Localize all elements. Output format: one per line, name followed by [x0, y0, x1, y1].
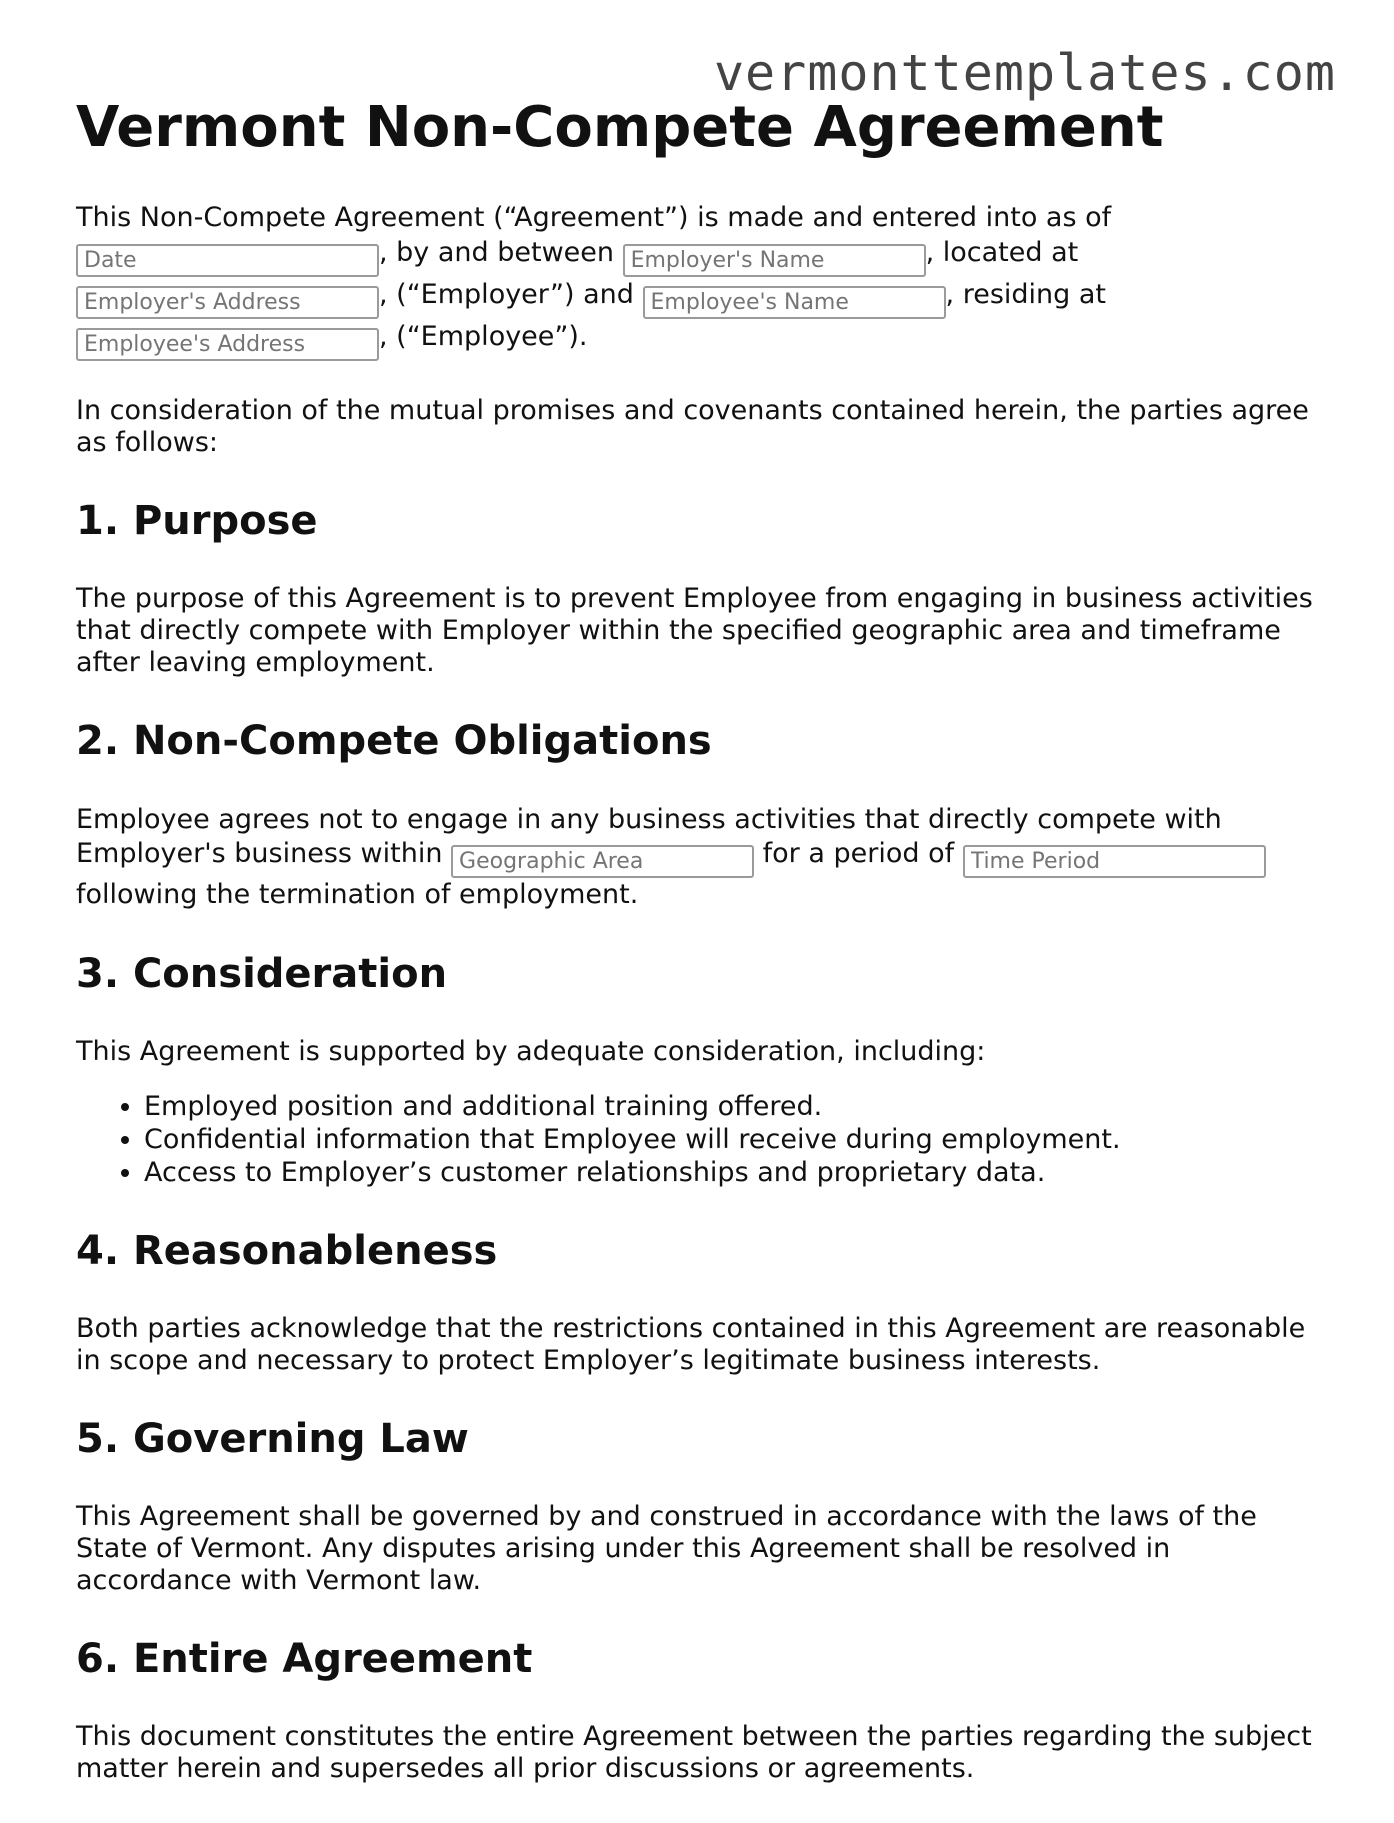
employee-name-field[interactable]	[643, 286, 946, 319]
list-item: • Confidential information that Employee will receive during employment.	[144, 1123, 1326, 1156]
date-field[interactable]	[76, 244, 379, 277]
section-heading-purpose: 1. Purpose	[76, 498, 318, 545]
time-period-field[interactable]	[963, 845, 1266, 878]
section-body-obligations	[76, 803, 1326, 912]
section-body-purpose: The purpose of this Agreement is to prevent Employee from engaging in business activities that directly compete with Employer within the specified geographic area and timeframe after leaving employment.	[76, 583, 1313, 679]
intro-paragraph	[76, 200, 1326, 361]
list-item: • Access to Employer’s customer relationships and proprietary data.	[144, 1156, 1326, 1189]
section-body-reasonableness: Both parties acknowledge that the restrictions contained in this Agreement are reasonable in scope and necessary to protect Employer’s legitimate business interests.	[76, 1313, 1306, 1377]
intro-text-1: This Non-Compete Agreement (“Agreement”) is made and entered into as of	[76, 202, 1112, 234]
section-body-consideration: This Agreement is supported by adequate consideration, including:	[76, 1036, 986, 1068]
section-heading-consideration: 3. Consideration	[76, 951, 448, 998]
section-body-entire-agreement: This document constitutes the entire Agreement between the parties regarding the subject matter herein and supersedes all prior discussions or agreements.	[76, 1721, 1312, 1785]
watermark: vermonttemplates.com	[713, 44, 1336, 102]
employer-name-field[interactable]	[623, 244, 926, 277]
intro-text-6: , (“Employee”).	[379, 321, 588, 353]
employer-address-field[interactable]	[76, 286, 379, 319]
geographic-area-field[interactable]	[451, 845, 754, 878]
list-item: • Employed position and additional training offered.	[144, 1090, 1326, 1123]
obligations-text-1: Employee agrees not to engage in any business activities that directly compete with Employer's business within	[76, 804, 1222, 870]
section-heading-governing-law: 5. Governing Law	[76, 1416, 469, 1463]
intro-text-4: , (“Employer”) and	[379, 279, 634, 311]
employee-address-field[interactable]	[76, 328, 379, 361]
section-heading-reasonableness: 4. Reasonableness	[76, 1228, 498, 1275]
consideration-intro: In consideration of the mutual promises and covenants contained herein, the parties agree as follows:	[76, 395, 1309, 459]
section-body-governing-law: This Agreement shall be governed by and construed in accordance with the laws of the State of Vermont. Any disputes arising under this Agreement shall be resolved in accordance with Vermont law.	[76, 1501, 1257, 1597]
section-heading-obligations: 2. Non-Compete Obligations	[76, 718, 712, 765]
document-title: Vermont Non-Compete Agreement	[76, 95, 1164, 160]
consideration-list	[76, 1090, 1326, 1189]
intro-text-2: , by and between	[379, 237, 614, 269]
section-heading-entire-agreement: 6. Entire Agreement	[76, 1636, 533, 1683]
obligations-text-3: following the termination of employment.	[76, 879, 639, 911]
intro-text-5: , residing at	[945, 279, 1106, 311]
obligations-text-2: for a period of	[762, 838, 955, 870]
document-page	[76, 96, 1326, 1823]
intro-text-3: , located at	[925, 237, 1079, 269]
